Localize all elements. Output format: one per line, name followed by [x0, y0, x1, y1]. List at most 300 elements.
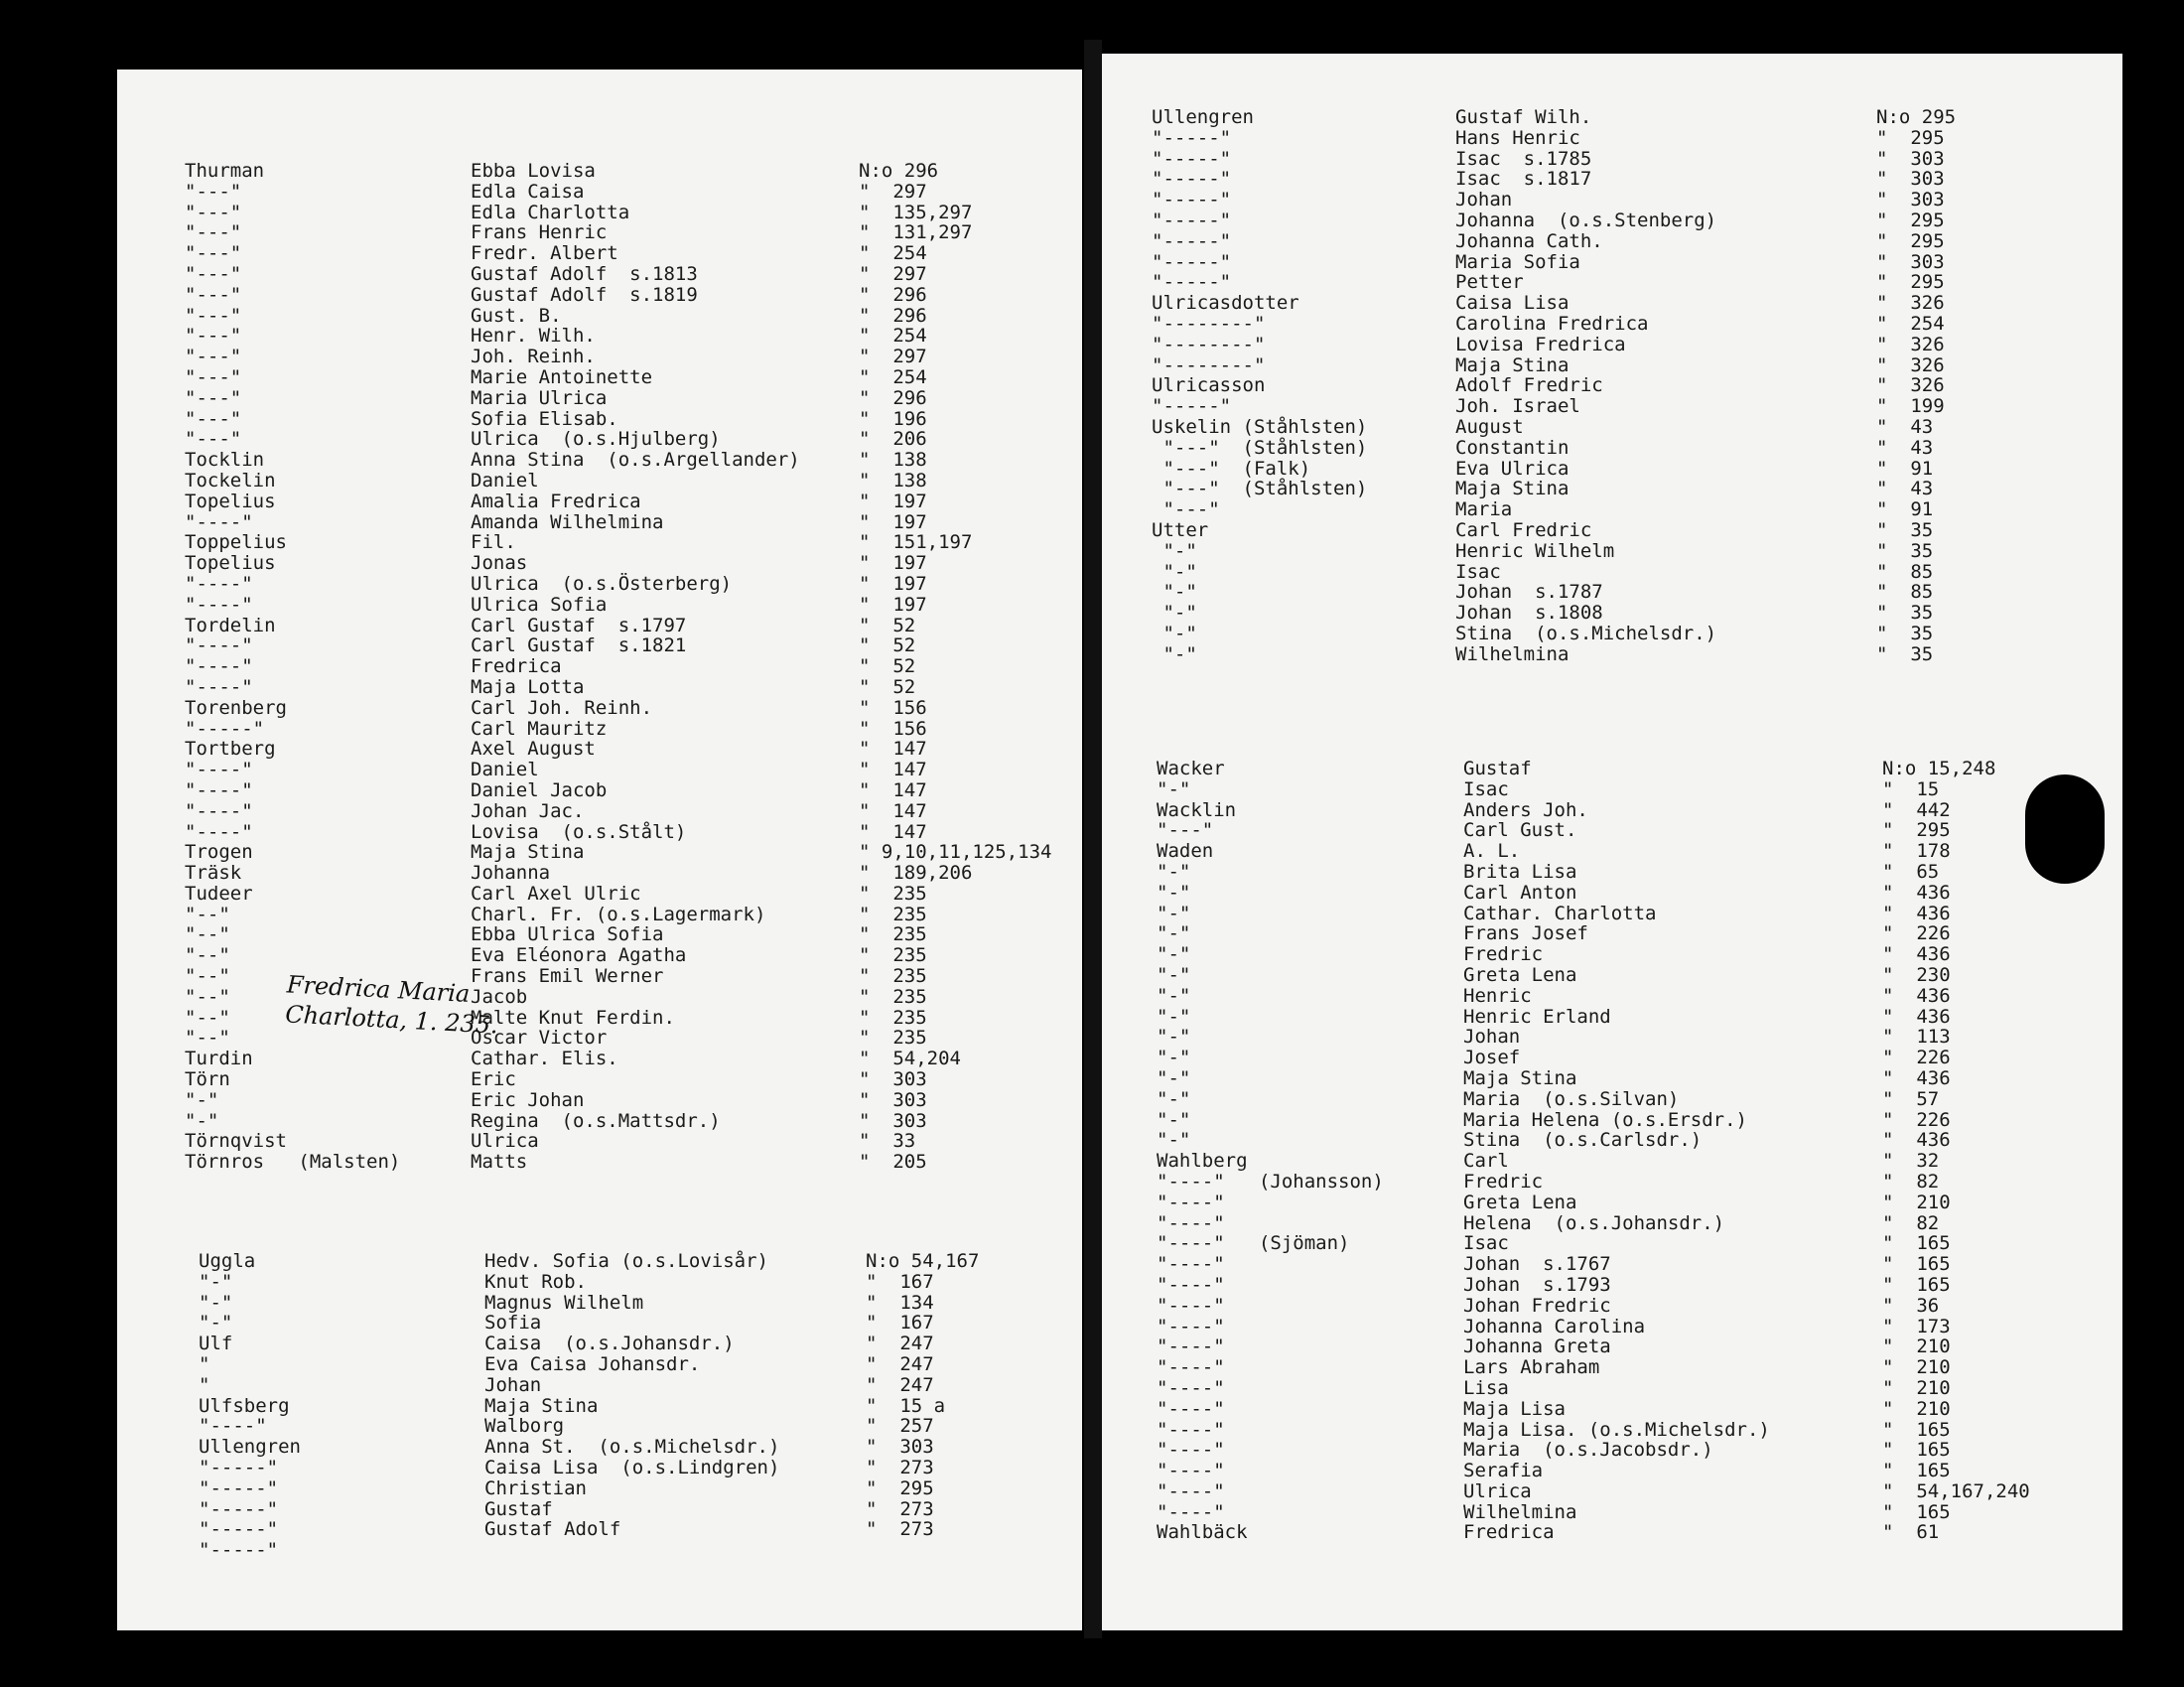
- entry-given: Walborg: [484, 1415, 565, 1438]
- entry-ref: " 52: [859, 675, 916, 698]
- entry-given: Ebba Ulrica Sofia: [471, 923, 664, 946]
- entry-surname: "---": [185, 304, 242, 327]
- entry-ref: " 235: [859, 882, 927, 905]
- entry-ref: " 165: [1882, 1500, 1951, 1523]
- right-block1-surname-column: [1152, 107, 1367, 665]
- entry-ref: " 436: [1882, 943, 1951, 966]
- entry-surname: "-----": [185, 717, 265, 740]
- entry-ref: " 147: [859, 799, 927, 822]
- entry-ref: " 32: [1882, 1150, 1940, 1173]
- entry-given: Amanda Wilhelmina: [471, 510, 664, 533]
- entry-surname: "-----": [1152, 168, 1232, 191]
- entry-ref: " 326: [1876, 374, 1945, 397]
- entry-ref: " 135,297: [859, 201, 973, 223]
- entry-given: Eva Eléonora Agatha: [471, 944, 687, 967]
- entry-surname: "-": [199, 1270, 233, 1293]
- entry-given: Anna St. (o.s.Michelsdr.): [484, 1436, 780, 1459]
- entry-ref: " 35: [1876, 518, 1934, 541]
- entry-surname: "----" (Sjöman): [1157, 1232, 1350, 1255]
- entry-surname: "-": [1157, 1026, 1191, 1049]
- entry-given: Eric: [471, 1068, 516, 1091]
- entry-given: Anna Stina (o.s.Argellander): [471, 449, 800, 472]
- entry-ref: " 82: [1882, 1170, 1940, 1193]
- entry-ref: " 436: [1882, 984, 1951, 1007]
- entry-given: Carl Axel Ulric: [471, 882, 641, 905]
- entry-given: Henric Erland: [1463, 1005, 1611, 1028]
- entry-given: Matts: [471, 1151, 528, 1174]
- entry-ref: " 138: [859, 449, 927, 472]
- entry-given: Anders Joh.: [1463, 798, 1588, 821]
- entry-given: Adolf Fredric: [1455, 374, 1603, 397]
- entry-given: Helena (o.s.Johansdr.): [1463, 1211, 1725, 1234]
- entry-surname: "---": [185, 283, 242, 306]
- entry-ref: " 165: [1882, 1439, 1951, 1462]
- entry-ref: " 43: [1876, 478, 1934, 500]
- entry-ref: " 235: [859, 965, 927, 988]
- entry-ref: " 296: [859, 386, 927, 409]
- entry-ref: " 235: [859, 923, 927, 946]
- entry-surname: "-----": [1152, 395, 1232, 418]
- entry-ref: " 230: [1882, 963, 1951, 986]
- entry-given: [484, 1540, 779, 1561]
- entry-given: Carolina Fredrica: [1455, 312, 1649, 335]
- entry-surname: "----": [185, 572, 253, 595]
- entry-ref: " 326: [1876, 333, 1945, 355]
- entry-given: Malte Knut Ferdin.: [471, 1006, 675, 1029]
- entry-ref: " 61: [1882, 1521, 1940, 1544]
- entry-given: Ulrica: [1463, 1479, 1532, 1502]
- entry-surname: "-": [1152, 622, 1197, 644]
- entry-ref: " 254: [859, 242, 927, 265]
- entry-given: Johan Fredric: [1463, 1294, 1611, 1317]
- entry-ref: " 165: [1882, 1418, 1951, 1441]
- entry-ref: " 57: [1882, 1087, 1940, 1110]
- entry-surname: "--": [185, 1027, 230, 1050]
- entry-surname: Topelius: [185, 552, 276, 575]
- entry-ref: " 295: [1882, 819, 1951, 842]
- entry-ref: " 303: [859, 1088, 927, 1111]
- entry-ref: " 226: [1882, 1108, 1951, 1131]
- entry-given: Ebba Lovisa: [471, 160, 596, 182]
- entry-given: Sofia: [484, 1312, 542, 1335]
- entry-surname: "---": [185, 365, 242, 388]
- entry-ref: " 9,10,11,125,134: [859, 841, 1052, 864]
- handwritten-note: Fredrica Maria Charlotta, 1. 235.: [284, 970, 499, 1040]
- entry-ref: N:o 296: [859, 160, 939, 182]
- entry-given: Maria Sofia: [1455, 250, 1580, 273]
- entry-surname: "----": [1157, 1500, 1225, 1523]
- entry-given: Oscar Victor: [471, 1027, 608, 1050]
- entry-surname: Wahlberg: [1157, 1150, 1248, 1173]
- entry-surname: "----": [1157, 1336, 1225, 1358]
- entry-surname: "-": [185, 1109, 219, 1132]
- entry-ref: " 197: [859, 593, 927, 616]
- entry-given: Eva Caisa Johansdr.: [484, 1352, 701, 1375]
- entry-given: Johanna Carolina: [1463, 1315, 1646, 1337]
- entry-ref: " 147: [859, 738, 927, 761]
- entry-given: Magnus Wilhelm: [484, 1291, 644, 1314]
- entry-given: Ulrica (o.s.Österberg): [471, 572, 733, 595]
- entry-given: Jonas: [471, 552, 528, 575]
- entry-ref: " 131,297: [859, 221, 973, 244]
- entry-surname: "--": [185, 923, 230, 946]
- entry-given: Wilhelmina: [1455, 642, 1570, 665]
- entry-given: Maja Stina: [1455, 353, 1570, 376]
- left-block2-reference-column: [866, 1251, 979, 1561]
- entry-surname: "-----": [1152, 147, 1232, 170]
- entry-given: Maria (o.s.Jacobsdr.): [1463, 1439, 1713, 1462]
- entry-ref: " 273: [866, 1497, 934, 1520]
- entry-surname: Trogen: [185, 841, 253, 864]
- entry-surname: "---": [185, 201, 242, 223]
- entry-given: Isac: [1463, 1232, 1509, 1255]
- entry-ref: " 257: [866, 1415, 934, 1438]
- entry-surname: "--": [185, 944, 230, 967]
- right-block2-given-name-column: [1463, 759, 1770, 1543]
- entry-surname: "----": [1157, 1315, 1225, 1337]
- entry-given: Fredrica: [471, 655, 562, 678]
- entry-given: Johan Jac.: [471, 799, 585, 822]
- entry-given: Caisa Lisa: [1455, 292, 1570, 315]
- entry-surname: "----": [185, 820, 253, 843]
- entry-given: Carl Gustaf s.1821: [471, 634, 687, 657]
- entry-ref: " 54,167,240: [1882, 1479, 2030, 1502]
- entry-ref: " 297: [859, 346, 927, 368]
- entry-ref: " 235: [859, 1006, 927, 1029]
- entry-ref: " 52: [859, 634, 916, 657]
- entry-ref: " 15 a: [866, 1394, 946, 1417]
- entry-ref: " 295: [1876, 126, 1945, 149]
- entry-ref: " 85: [1876, 560, 1934, 583]
- entry-surname: "-----": [1152, 229, 1232, 252]
- entry-given: Frans Emil Werner: [471, 965, 664, 988]
- entry-given: Maria Ulrica: [471, 386, 608, 409]
- entry-given: Hans Henric: [1455, 126, 1580, 149]
- entry-ref: " 197: [859, 490, 927, 512]
- entry-ref: " 303: [859, 1068, 927, 1091]
- entry-ref: " 235: [859, 944, 927, 967]
- entry-given: Carl: [1463, 1150, 1509, 1173]
- entry-ref: " 35: [1876, 602, 1934, 625]
- entry-ref: " 297: [859, 262, 927, 285]
- entry-given: Maria: [1455, 498, 1513, 521]
- entry-surname: "----": [1157, 1253, 1225, 1276]
- entry-given: Fredric: [1463, 943, 1544, 966]
- entry-surname: "----": [1157, 1211, 1225, 1234]
- entry-surname: "-----": [199, 1497, 279, 1520]
- entry-surname: Thurman: [185, 160, 265, 182]
- entry-ref: " 165: [1882, 1232, 1951, 1255]
- entry-surname: "--": [185, 1006, 230, 1029]
- entry-given: Gustaf Wilh.: [1455, 106, 1592, 128]
- right-block2-reference-column: [1882, 759, 2030, 1543]
- entry-ref: " 65: [1882, 860, 1940, 883]
- entry-given: Johanna (o.s.Stenberg): [1455, 209, 1717, 231]
- entry-ref: " 247: [866, 1373, 934, 1396]
- entry-given: Axel August: [471, 738, 596, 761]
- entry-given: Edla Charlotta: [471, 201, 630, 223]
- entry-given: Johanna Cath.: [1455, 229, 1603, 252]
- entry-given: Maja Stina: [484, 1394, 599, 1417]
- entry-given: Carl Anton: [1463, 881, 1577, 904]
- entry-given: Frans Josef: [1463, 922, 1588, 945]
- entry-surname: Toppelius: [185, 531, 287, 554]
- entry-given: Johanna Greta: [1463, 1336, 1611, 1358]
- entry-surname: "----": [1157, 1273, 1225, 1296]
- entry-ref: " 138: [859, 469, 927, 492]
- entry-ref: " 147: [859, 759, 927, 781]
- entry-ref: " 43: [1876, 436, 1934, 459]
- entry-given: Stina (o.s.Michelsdr.): [1455, 622, 1717, 644]
- entry-given: Isac s.1785: [1455, 147, 1592, 170]
- entry-ref: " 296: [859, 304, 927, 327]
- entry-ref: " 210: [1882, 1336, 1951, 1358]
- entry-given: Lovisa Fredrica: [1455, 333, 1626, 355]
- entry-surname: "-----": [1152, 209, 1232, 231]
- entry-given: Gustaf Adolf s.1813: [471, 262, 698, 285]
- entry-given: Regina (o.s.Mattsdr.): [471, 1109, 721, 1132]
- entry-ref: " 436: [1882, 881, 1951, 904]
- entry-given: Carl Fredric: [1455, 518, 1592, 541]
- entry-given: Johan: [484, 1373, 542, 1396]
- entry-given: Caisa Lisa (o.s.Lindgren): [484, 1456, 780, 1478]
- entry-ref: " 296: [859, 283, 927, 306]
- entry-given: Gustaf: [484, 1497, 553, 1520]
- entry-surname: "-": [1152, 642, 1197, 665]
- entry-ref: " 134: [866, 1291, 934, 1314]
- entry-ref: " 52: [859, 614, 916, 636]
- entry-given: Edla Caisa: [471, 180, 585, 203]
- entry-ref: N:o 15,248: [1882, 758, 1996, 779]
- entry-given: Gustaf Adolf s.1819: [471, 283, 698, 306]
- right-block1-reference-column: [1876, 107, 1956, 665]
- entry-surname: "-----": [199, 1456, 279, 1478]
- entry-surname: "---": [185, 242, 242, 265]
- entry-given: Maja Stina: [1455, 478, 1570, 500]
- entry-ref: " 273: [866, 1456, 934, 1478]
- entry-ref: " 196: [859, 407, 927, 430]
- entry-surname: Waden: [1157, 840, 1214, 863]
- entry-surname: "--------": [1152, 333, 1266, 355]
- entry-surname: "-----": [1152, 189, 1232, 211]
- entry-surname: "-": [185, 1088, 219, 1111]
- entry-ref: " 197: [859, 572, 927, 595]
- entry-surname: Tordelin: [185, 614, 276, 636]
- entry-given: Joh. Reinh.: [471, 346, 596, 368]
- entry-surname: "--------": [1152, 312, 1266, 335]
- entry-surname: "----": [185, 655, 253, 678]
- entry-ref: " 54,204: [859, 1048, 961, 1070]
- entry-ref: " 247: [866, 1333, 934, 1355]
- entry-given: Carl Mauritz: [471, 717, 608, 740]
- entry-given: Lars Abraham: [1463, 1356, 1600, 1379]
- entry-given: Ulrica (o.s.Hjulberg): [471, 428, 721, 451]
- entry-ref: " 210: [1882, 1356, 1951, 1379]
- entry-given: Maja Stina: [471, 841, 585, 864]
- entry-surname: "-": [1157, 1087, 1191, 1110]
- entry-surname: Träsk: [185, 862, 242, 885]
- entry-surname: "----": [185, 799, 253, 822]
- entry-given: Henric Wilhelm: [1455, 539, 1615, 562]
- entry-ref: " 197: [859, 552, 927, 575]
- entry-surname: Törnqvist: [185, 1130, 287, 1153]
- entry-ref: " 189,206: [859, 862, 973, 885]
- entry-given: Carl Joh. Reinh.: [471, 696, 653, 719]
- entry-given: August: [1455, 415, 1524, 438]
- entry-ref: " 235: [859, 1027, 927, 1050]
- entry-ref: " 226: [1882, 922, 1951, 945]
- entry-surname: "--": [185, 965, 230, 988]
- entry-ref: " 295: [1876, 229, 1945, 252]
- entry-given: A. L.: [1463, 840, 1521, 863]
- entry-given: Knut Rob.: [484, 1270, 587, 1293]
- entry-ref: " 156: [859, 717, 927, 740]
- entry-given: Ulrica Sofia: [471, 593, 608, 616]
- entry-surname: Tortberg: [185, 738, 276, 761]
- entry-surname: Ulfsberg: [199, 1394, 290, 1417]
- entry-surname: "----": [1157, 1479, 1225, 1502]
- entry-given: Henric: [1463, 984, 1532, 1007]
- entry-surname: "---" (Ståhlsten): [1152, 478, 1368, 500]
- entry-given: Cathar. Elis.: [471, 1048, 618, 1070]
- entry-surname: "-": [1157, 902, 1191, 924]
- entry-given: Daniel: [471, 469, 539, 492]
- entry-ref: " 303: [866, 1436, 934, 1459]
- entry-given: Johan: [1455, 189, 1513, 211]
- entry-ref: " 210: [1882, 1376, 1951, 1399]
- entry-surname: "----": [185, 759, 253, 781]
- entry-given: Serafia: [1463, 1460, 1544, 1482]
- entry-given: Constantin: [1455, 436, 1570, 459]
- entry-surname: "-": [1157, 922, 1191, 945]
- entry-surname: Utter: [1152, 518, 1209, 541]
- entry-ref: " 113: [1882, 1026, 1951, 1049]
- entry-given: Christian: [484, 1476, 587, 1499]
- entry-ref: " 147: [859, 820, 927, 843]
- entry-given: Maja Lisa: [1463, 1397, 1566, 1420]
- entry-ref: " 151,197: [859, 531, 973, 554]
- entry-surname: "-----": [199, 1518, 279, 1541]
- entry-ref: " 35: [1876, 622, 1934, 644]
- entry-ref: " 326: [1876, 292, 1945, 315]
- entry-surname: Tockelin: [185, 469, 276, 492]
- entry-ref: " 254: [1876, 312, 1945, 335]
- entry-given: Stina (o.s.Carlsdr.): [1463, 1129, 1703, 1152]
- entry-surname: "-": [1152, 560, 1197, 583]
- entry-ref: " 197: [859, 510, 927, 533]
- entry-given: Wilhelmina: [1463, 1500, 1577, 1523]
- entry-ref: " 91: [1876, 457, 1934, 480]
- entry-given: Greta Lena: [1463, 1191, 1577, 1213]
- entry-given: Caisa (o.s.Johansdr.): [484, 1333, 735, 1355]
- entry-ref: " 295: [1876, 271, 1945, 294]
- entry-ref: " 273: [866, 1518, 934, 1541]
- entry-surname: "---": [185, 180, 242, 203]
- entry-given: Petter: [1455, 271, 1524, 294]
- entry-ref: " 226: [1882, 1047, 1951, 1069]
- entry-ref: " 206: [859, 428, 927, 451]
- entry-given: Joh. Israel: [1455, 395, 1580, 418]
- entry-surname: "---": [185, 428, 242, 451]
- entry-given: Ulrica: [471, 1130, 539, 1153]
- entry-surname: "---": [185, 262, 242, 285]
- entry-surname: "-": [1157, 1066, 1191, 1089]
- entry-ref: " 15: [1882, 777, 1940, 800]
- entry-given: Johanna: [471, 862, 551, 885]
- entry-surname: Törnros (Malsten): [185, 1151, 401, 1174]
- entry-ref: " 165: [1882, 1460, 1951, 1482]
- entry-given: Fredrica: [1463, 1521, 1555, 1544]
- entry-surname: Tudeer: [185, 882, 253, 905]
- entry-given: Cathar. Charlotta: [1463, 902, 1657, 924]
- entry-surname: Ullengren: [199, 1436, 301, 1459]
- entry-surname: ": [199, 1373, 210, 1396]
- entry-surname: "-": [1152, 539, 1197, 562]
- entry-given: Charl. Fr. (o.s.Lagermark): [471, 903, 766, 925]
- entry-ref: " 442: [1882, 798, 1951, 821]
- entry-ref: " 326: [1876, 353, 1945, 376]
- book-binding: [1084, 40, 1102, 1638]
- entry-given: Isac: [1463, 777, 1509, 800]
- entry-surname: "---": [185, 325, 242, 348]
- entry-given: Hedv. Sofia (o.s.Lovisår): [484, 1250, 768, 1272]
- entry-given: Gustaf Adolf: [484, 1518, 621, 1541]
- entry-surname: "----": [199, 1415, 267, 1438]
- entry-given: Carl Gust.: [1463, 819, 1577, 842]
- entry-surname: "---" (Ståhlsten): [1152, 436, 1368, 459]
- entry-ref: " 295: [1876, 209, 1945, 231]
- right-block1-given-name-column: [1455, 107, 1716, 665]
- entry-given: Gustaf: [1463, 758, 1532, 779]
- entry-surname: Ulricasson: [1152, 374, 1266, 397]
- entry-given: Maja Lotta: [471, 675, 585, 698]
- entry-ref: " 303: [1876, 168, 1945, 191]
- entry-surname: "----": [1157, 1397, 1225, 1420]
- left-block1-reference-column: [859, 161, 1051, 1173]
- entry-surname: "----": [1157, 1439, 1225, 1462]
- entry-ref: " 82: [1882, 1211, 1940, 1234]
- left-block2-given-name-column: [484, 1251, 779, 1561]
- entry-surname: Uskelin (Ståhlsten): [1152, 415, 1368, 438]
- right-block2-surname-column: [1157, 759, 1384, 1543]
- entry-surname: Topelius: [185, 490, 276, 512]
- entry-ref: " 303: [1876, 250, 1945, 273]
- entry-surname: "-----": [199, 1476, 279, 1499]
- entry-ref: " 165: [1882, 1273, 1951, 1296]
- entry-surname: Wacklin: [1157, 798, 1237, 821]
- entry-ref: " 254: [859, 325, 927, 348]
- entry-surname: Turdin: [185, 1048, 253, 1070]
- entry-given: Fil.: [471, 531, 516, 554]
- entry-given: Eric Johan: [471, 1088, 585, 1111]
- entry-ref: " 436: [1882, 1129, 1951, 1152]
- entry-surname: "-----": [1152, 126, 1232, 149]
- entry-surname: "-": [1157, 984, 1191, 1007]
- entry-surname: "--": [185, 985, 230, 1008]
- entry-ref: " 235: [859, 903, 927, 925]
- entry-surname: "-": [1157, 1129, 1191, 1152]
- entry-surname: "----": [1157, 1294, 1225, 1317]
- entry-surname: "----": [185, 510, 253, 533]
- entry-ref: " 199: [1876, 395, 1945, 418]
- entry-ref: [866, 1540, 979, 1561]
- entry-surname: "--------": [1152, 353, 1266, 376]
- entry-surname: "-": [199, 1291, 233, 1314]
- entry-surname: "---": [185, 221, 242, 244]
- entry-surname: "----": [1157, 1356, 1225, 1379]
- entry-given: Johan s.1787: [1455, 581, 1603, 604]
- entry-ref: " 52: [859, 655, 916, 678]
